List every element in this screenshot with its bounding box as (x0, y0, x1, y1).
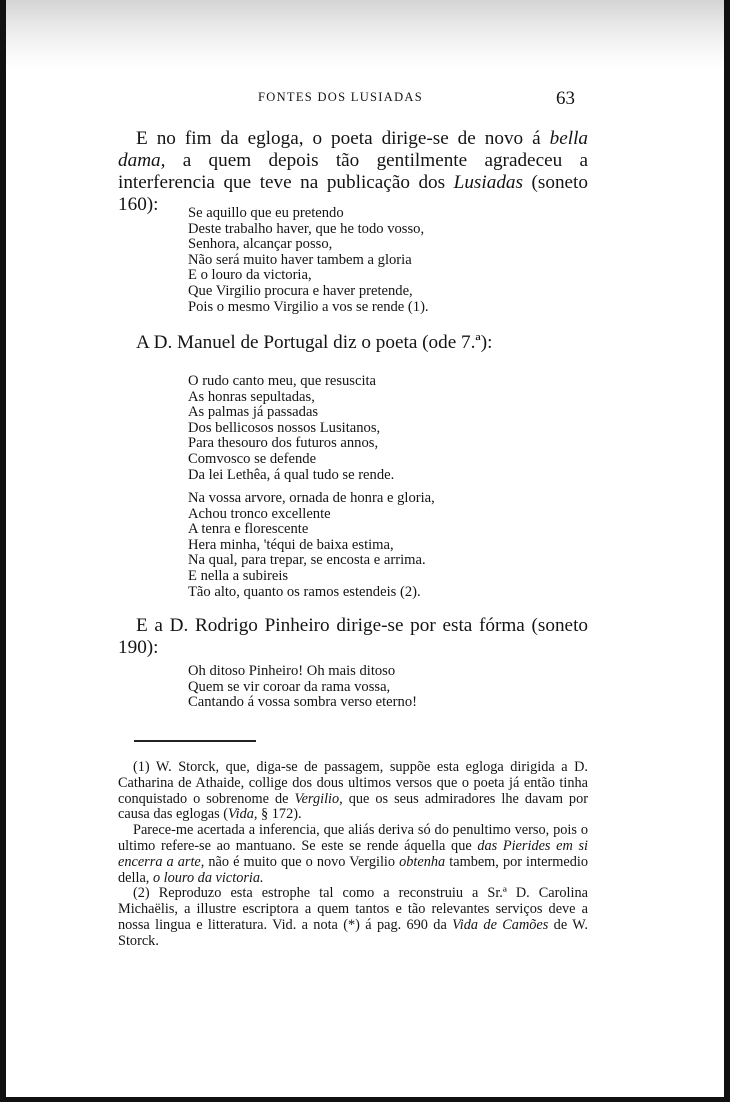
verse-line: Oh ditoso Pinheiro! Oh mais ditoso (188, 663, 396, 679)
verse-line: Se aquillo que eu pretendo (188, 205, 344, 221)
scan-shadow-top (6, 0, 724, 70)
verse-line: Na vossa arvore, ornada de honra e gloria, (188, 490, 435, 506)
verse-line: Na qual, para trepar, se encosta e arrima. (188, 552, 426, 569)
scan-border-bottom (0, 1097, 730, 1102)
verse-line: Comvosco se defende (188, 450, 317, 467)
paragraph-2: A D. Manuel de Portugal diz o poeta (ode 7.ª): (136, 332, 493, 353)
verse-line: Hera minha, 'téqui de baixa estima, (188, 536, 394, 553)
verse-line: Achou tronco excellente (188, 505, 331, 522)
verse-line: Que Virgilio procura e haver pretende, (188, 282, 413, 299)
italic-lusiadas: Lusiadas (453, 172, 523, 193)
verse-line: Quem se vir coroar da rama vossa, (188, 678, 391, 695)
verse-soneto-190 (188, 664, 417, 711)
verse-line: Não será muito haver tambem a gloria (188, 251, 412, 268)
verse-soneto-160 (188, 206, 429, 315)
verse-line: Deste trabalho haver, que he todo vosso, (188, 220, 425, 237)
verse-line: Pois o mesmo Virgilio a vos se rende (1). (188, 298, 429, 315)
verse-line: O rudo canto meu, que resuscita (188, 373, 377, 389)
verse-line: Para thesouro dos futuros annos, (188, 435, 379, 452)
verse-ode-7-stanza-1 (188, 374, 394, 483)
footnotes (118, 760, 588, 950)
verse-ode-7-stanza-2 (188, 491, 435, 600)
footnote-1-continued: Parece-me acertada a inferencia, que aliás deriva só do penultimo verso, pois o ultimo refere-se ao mantuano. Se este se rende áquella que das Pierides em si encerra a arte, não é muito que o novo Vergilio obtenha tambem, por intermedio della, o louro da victoria. (118, 822, 588, 886)
verse-line: Tão alto, quanto os ramos estendeis (2). (188, 583, 421, 600)
verse-line: Da lei Lethêa, á qual tudo se rende. (188, 466, 395, 483)
footnote-separator (134, 740, 256, 742)
verse-line: As honras sepultadas, (188, 388, 315, 405)
verse-line: E nella a subireis (188, 567, 289, 584)
verse-line: Senhora, alcançar posso, (188, 236, 333, 253)
footnote-2: (2) Reproduzo esta estrophe tal como a reconstruiu a Sr.ª D. Carolina Michaëlis, a illustre escriptora a quem tantos e tão relevantes serviços deve a nossa lingua e litteratura. Vid. a nota (*) á pag. 690 da Vida de Camões de W. Storck. (118, 885, 589, 949)
page-header (0, 88, 730, 112)
italic-bella-dama: bella dama, (118, 128, 588, 171)
page-number: 63 (556, 88, 575, 109)
verse-line: E o louro da victoria, (188, 267, 312, 284)
paragraph-1: E no fim da egloga, o poeta dirige-se de novo á bella dama, a quem depois tão gentilmente agradeceu a interferencia que teve na publicação dos Lusiadas (soneto 160): (118, 128, 588, 215)
paragraph-3: E a D. Rodrigo Pinheiro dirige-se por esta fórma (soneto 190): (118, 615, 588, 658)
verse-line: Cantando á vossa sombra verso eterno! (188, 694, 417, 711)
scan-border-left (0, 0, 6, 1102)
footnote-1: (1) W. Storck, que, diga-se de passagem, suppõe esta egloga dirigida a D. Catharina de Athaide, collige dos dous ultimos versos que o poeta já então tinha conquistado o sobrenome de Vergilio, que os seus admiradores lhe davam por causa das eglogas (Vida, § 172). (118, 759, 588, 823)
running-title: FONTES DOS LUSIADAS (258, 90, 423, 104)
verse-line: As palmas já passadas (188, 404, 319, 421)
scan-border-right (724, 0, 730, 1102)
verse-line: Dos bellicosos nossos Lusitanos, (188, 419, 381, 436)
verse-line: A tenra e florescente (188, 521, 309, 538)
